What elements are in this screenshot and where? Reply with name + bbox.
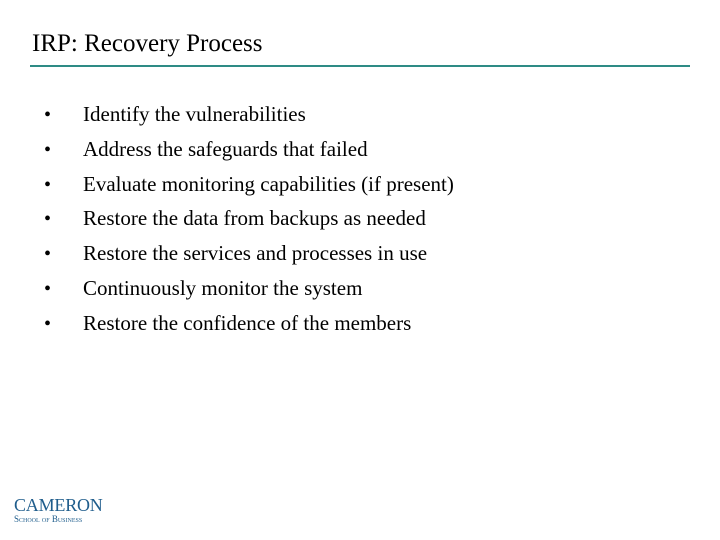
bullet-point-icon: • <box>44 243 52 266</box>
bullet-point-icon: • <box>44 138 52 161</box>
bullet-item <box>44 167 454 202</box>
bullet-text: Restore the confidence of the members <box>83 310 412 335</box>
bullet-point-icon: • <box>44 104 52 126</box>
bullet-item <box>44 236 454 271</box>
bullet-text: Address the safeguards that failed <box>83 136 368 161</box>
bullet-point-icon: • <box>44 312 52 335</box>
bullet-item <box>44 201 454 236</box>
bullet-point-icon: • <box>44 208 52 231</box>
bullet-point-icon: • <box>44 277 52 300</box>
bullet-text: Evaluate monitoring capabilities (if present) <box>83 171 454 196</box>
slide-title: IRP: Recovery Process <box>32 30 263 57</box>
cameron-logo <box>14 495 134 529</box>
bullet-list <box>44 97 454 341</box>
logo-subtitle: School of Business <box>14 514 83 524</box>
bullet-text: Restore the data from backups as needed <box>83 206 426 231</box>
logo-name: CAMERON <box>14 495 103 515</box>
bullet-item <box>44 132 454 167</box>
bullet-text: Restore the services and processes in use <box>83 241 428 266</box>
title-divider <box>30 65 690 67</box>
bullet-text: Identify the vulnerabilities <box>83 102 306 126</box>
bullet-item <box>44 97 454 132</box>
bullet-point-icon: • <box>44 173 52 196</box>
bullet-text: Continuously monitor the system <box>83 275 363 300</box>
bullet-item <box>44 271 454 306</box>
bullet-item <box>44 306 454 341</box>
